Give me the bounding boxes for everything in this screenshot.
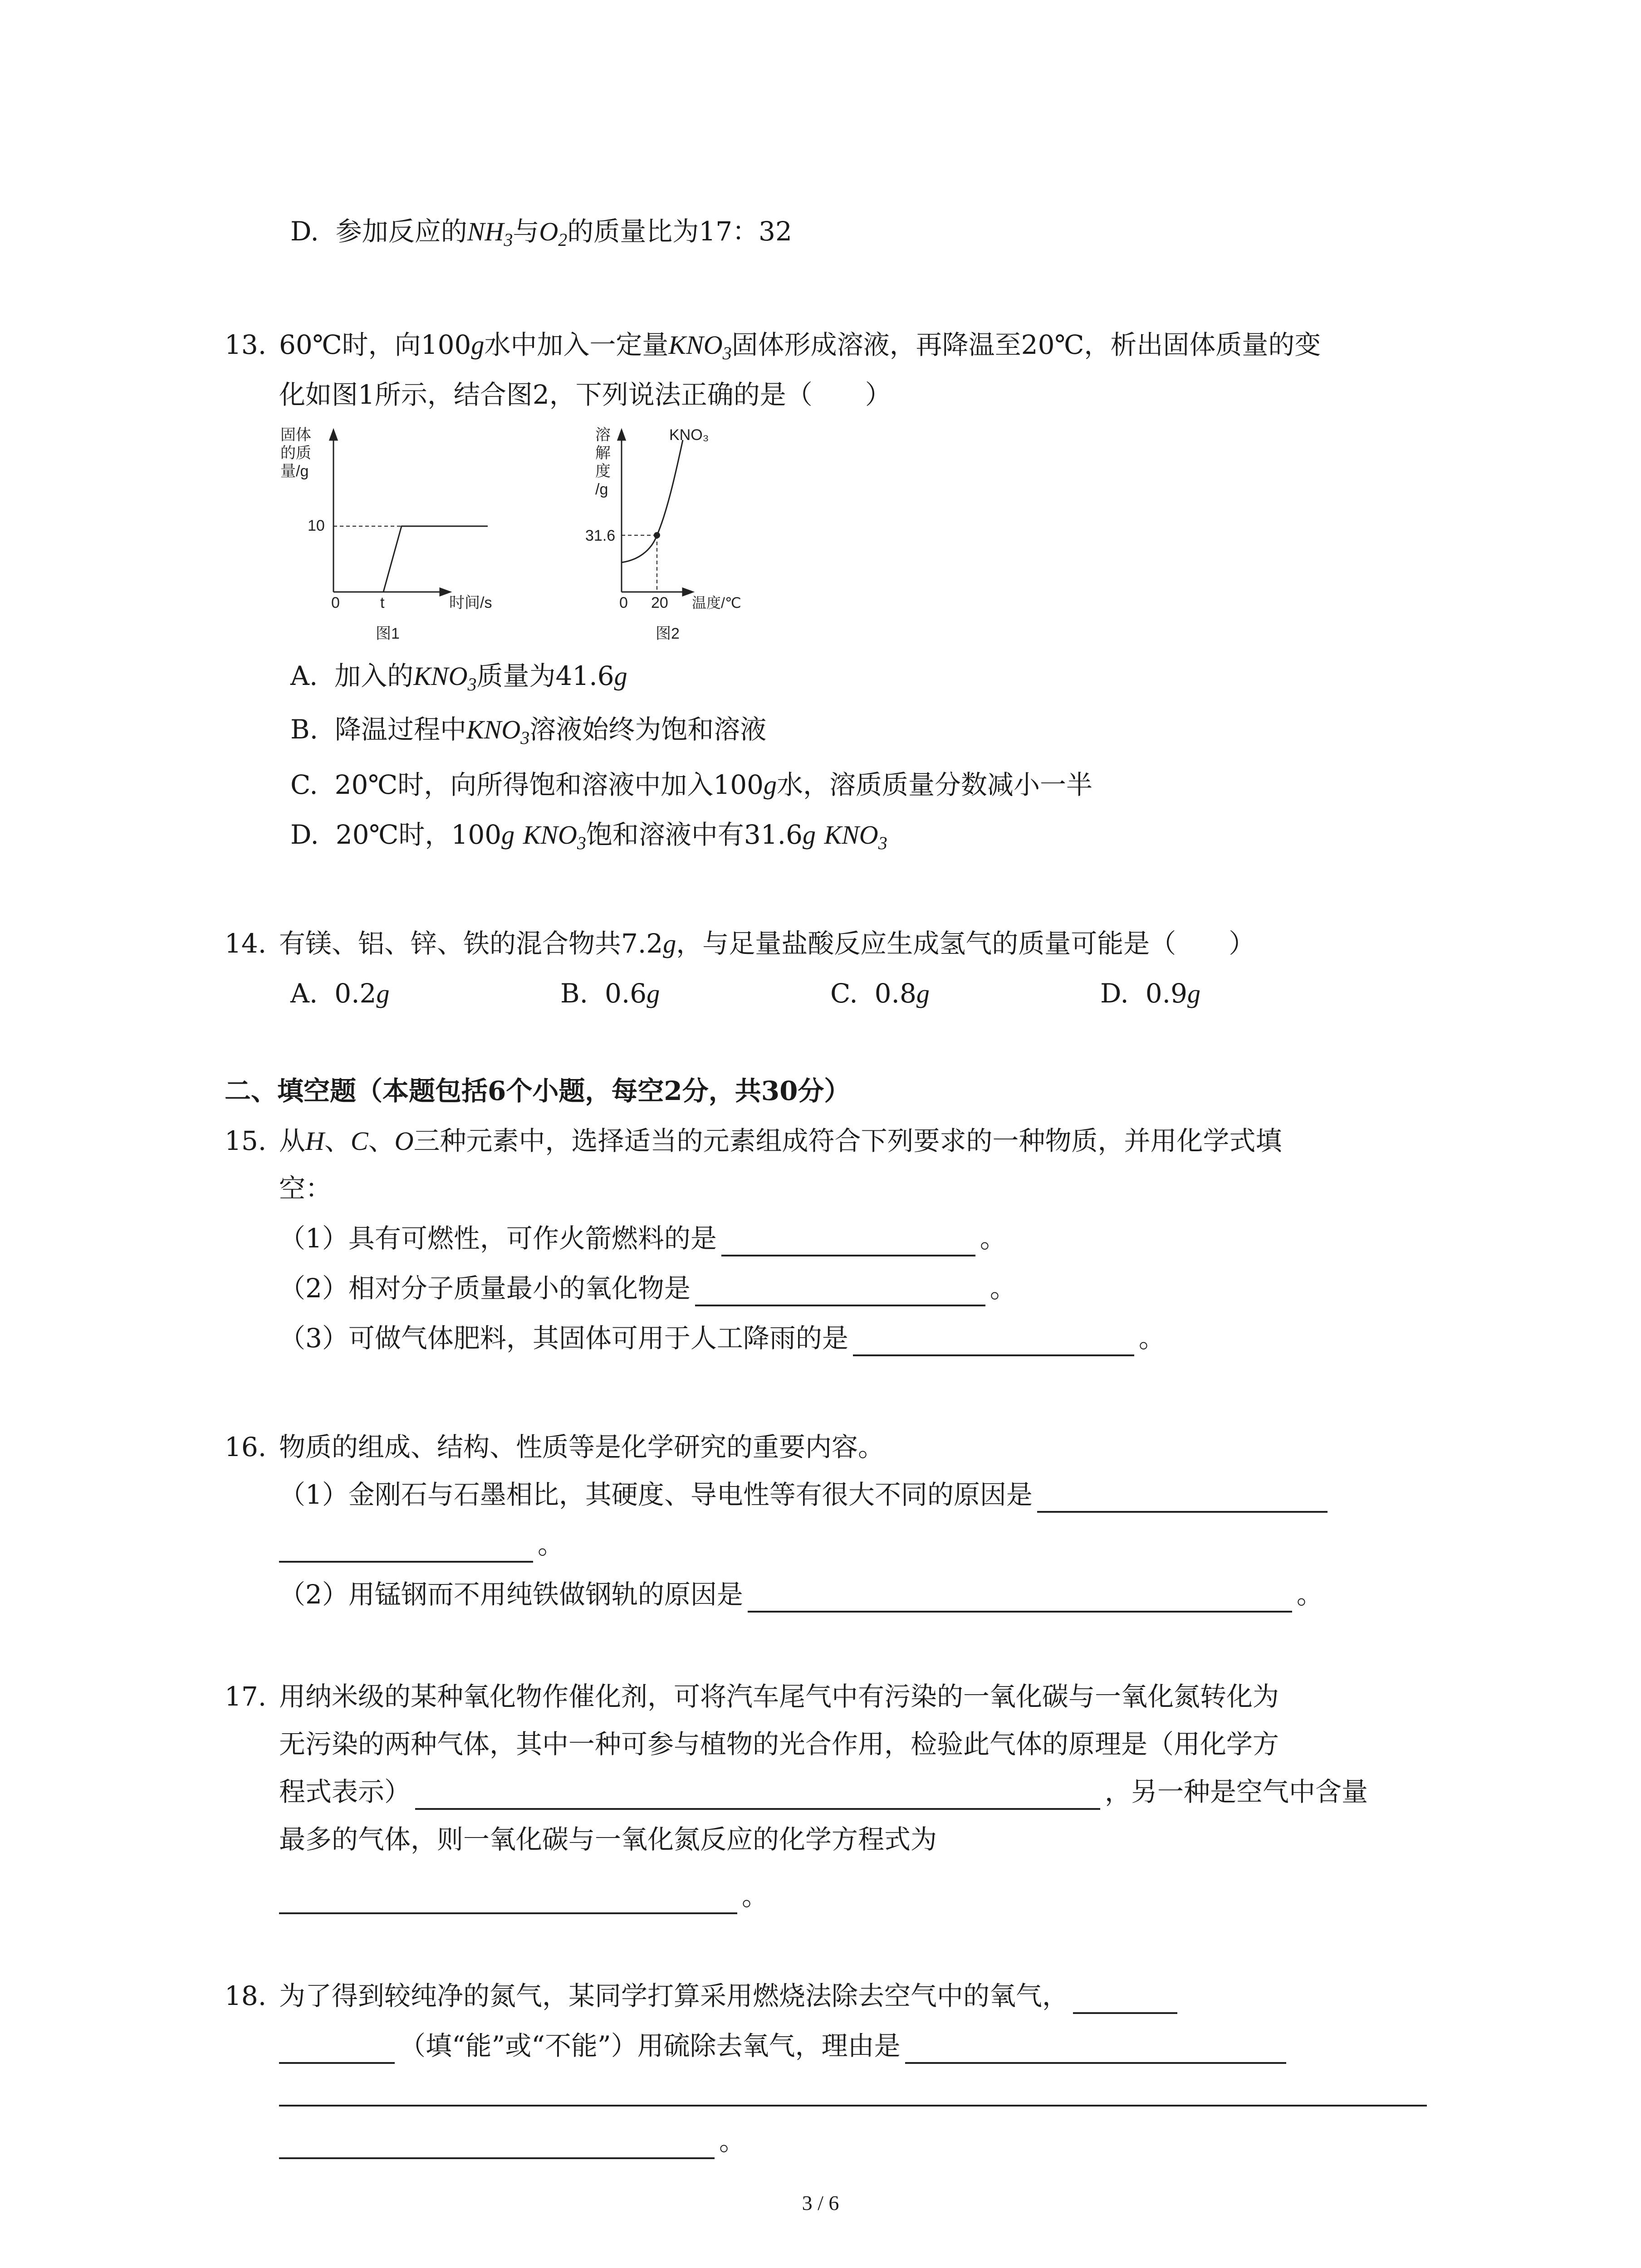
q16-part1-cont: 。 (279, 1526, 564, 1563)
fig1-xlabel: 时间/s (449, 594, 492, 611)
page-number: 3 / 6 (802, 2191, 839, 2214)
q17-line4: 最多的气体，则一氧化碳与一氧化氮反应的化学方程式为 (279, 1824, 937, 1855)
fig1-curve (383, 526, 488, 592)
q18-blank-1a[interactable] (1073, 1984, 1177, 2014)
fig2-caption: 图2 (656, 625, 680, 642)
q17-blank-2[interactable] (279, 1884, 737, 1914)
q15-stem-line2: 空： (279, 1173, 332, 1204)
q17-line2: 无污染的两种气体，其中一种可参与植物的光合作用，检验此气体的原理是（用化学方 (279, 1729, 1279, 1760)
q13-option-b: B. 降温过程中$KNO_3$溶液始终为饱和溶液 (290, 714, 767, 748)
q15-stem-line1: 从H、C、O三种元素中，选择适当的元素组成符合下列要求的一种物质，并用化学式填 (279, 1125, 1282, 1156)
fig2-ylabel-1: 溶 (595, 426, 611, 444)
q14-option-a: A. 0.2g (290, 978, 390, 1009)
q17-line3: 程式表示） ，另一种是空气中含量 (279, 1774, 1368, 1810)
q15-part1: （1）具有可燃性，可作火箭燃料的是 。 (279, 1220, 1006, 1256)
q17-line5: 。 (279, 1878, 768, 1914)
q16-blank-1a[interactable] (1037, 1483, 1327, 1513)
fig2-xlabel: 温度/℃ (692, 595, 741, 611)
q14-stem: 有镁、铝、锌、铁的混合物共7.2g，与足量盐酸反应生成氢气的质量可能是（ ） (279, 928, 1255, 959)
q16-blank-2[interactable] (748, 1583, 1292, 1613)
q13-option-c: C. 20℃时，向所得饱和溶液中加入100g水，溶质质量分数减小一半 (290, 769, 1093, 800)
q15-part3: （3）可做气体肥料，其固体可用于人工降雨的是 。 (279, 1320, 1165, 1356)
q18-line2: （填“能”或“不能”）用硫除去氧气，理由是 (279, 2028, 1291, 2064)
q15-blank-2[interactable] (695, 1276, 985, 1306)
q14-option-d: D. 0.9g (1100, 978, 1200, 1009)
fig1-x-arrow (440, 588, 450, 596)
q15-blank-1[interactable] (721, 1227, 975, 1256)
fig2-solubility-curve (622, 440, 683, 562)
q16-number: 16. (225, 1432, 267, 1462)
q13-option-a: A. 加入的$KNO_3$质量为41.6g (290, 660, 627, 694)
q16-part2: （2）用锰钢而不用纯铁做钢轨的原因是 。 (279, 1576, 1323, 1613)
q18-blank-1b[interactable] (279, 2034, 395, 2064)
q16-part1: （1）金刚石与石墨相比，其硬度、导电性等有很大不同的原因是 (279, 1476, 1332, 1513)
fig2-curve-label: KNO₃ (669, 426, 709, 444)
q17-blank-1[interactable] (415, 1780, 1100, 1810)
q13-stem-line2: 化如图1所示，结合图2，下列说法正确的是（ ） (279, 379, 892, 410)
fig2-ylabel-2: 解 (595, 445, 611, 462)
option-letter: D. (290, 216, 319, 247)
option-letter: D. (290, 819, 319, 850)
fig1-caption: 图1 (376, 625, 400, 642)
section-title: 二、填空题（本题包括6个小题，每空2分，共30分） (225, 1075, 851, 1106)
q16-blank-1b[interactable] (279, 1533, 533, 1563)
fig1-x-tick: t (380, 594, 385, 611)
fig2-point (654, 532, 660, 538)
q18-blank-2b[interactable] (279, 2105, 1427, 2107)
fig1-ylabel-2: 的质 (280, 445, 311, 462)
q12-option-d: D. 参加反应的$NH_3$与$O_2$的质量比为17：32 (290, 216, 792, 250)
option-letter: A. (290, 660, 318, 691)
q15-part2: （2）相对分子质量最小的氧化物是 。 (279, 1270, 1016, 1306)
fig1-origin: 0 (331, 594, 340, 611)
q13-number: 13. (225, 329, 267, 360)
option-letter: C. (290, 769, 318, 800)
q13-stem-line1: 60℃时，向100g水中加入一定量$KNO_3$固体形成溶液，再降温至20℃，析出固体质量的变 (279, 329, 1321, 363)
q14-option-b: B. 0.6g (560, 978, 660, 1009)
q18-line4: 。 (279, 2123, 745, 2159)
q18-number: 18. (225, 1980, 267, 2011)
fig2-ylabel-3: 度 (595, 463, 611, 480)
fig2-origin: 0 (619, 594, 628, 611)
fig2-y-arrow (618, 430, 625, 440)
q16-stem: 物质的组成、结构、性质等是化学研究的重要内容。 (279, 1432, 885, 1462)
q15-number: 15. (225, 1125, 267, 1156)
fig2-x-tick: 20 (651, 594, 668, 611)
q17-line1: 用纳米级的某种氧化物作催化剂，可将汽车尾气中有污染的一氧化碳与一氧化氮转化为 (279, 1681, 1279, 1712)
q14-option-c: C. 0.8g (830, 978, 930, 1009)
q14-number: 14. (225, 928, 267, 959)
fig2-x-arrow (683, 588, 693, 596)
fig1-y-arrow (330, 430, 337, 440)
q17-number: 17. (225, 1681, 267, 1712)
fig1-ylabel-3: 量/g (280, 463, 309, 480)
option-letter: B. (290, 714, 318, 745)
q18-blank-2a[interactable] (905, 2034, 1286, 2064)
q15-blank-3[interactable] (853, 1326, 1134, 1356)
q18-blank-2c[interactable] (279, 2129, 715, 2159)
fig1-y-tick: 10 (308, 517, 325, 534)
q18-line1: 为了得到较纯净的氮气，某同学打算采用燃烧法除去空气中的氧气， (279, 1978, 1182, 2014)
fig2-ylabel-4: /g (595, 481, 608, 498)
fig2-y-tick: 31.6 (585, 527, 616, 544)
q13-option-d: D. 20℃时，100g $KNO_3$饱和溶液中有31.6g $KNO_3$ (290, 819, 887, 853)
q13-figures (272, 422, 741, 658)
fig1-ylabel-1: 固体 (280, 426, 311, 444)
